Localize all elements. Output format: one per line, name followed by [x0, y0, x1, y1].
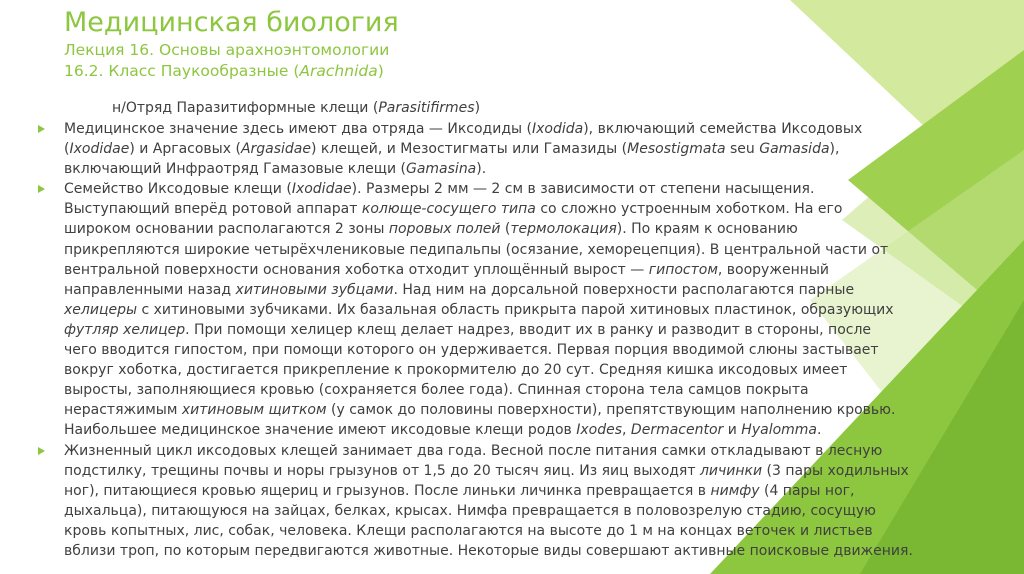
text-segment: вблизи троп, по которым передвигаются животные. Некоторые виды совершают активные поисковые движения.	[64, 542, 913, 559]
text-segment: Жизненный цикл иксодовых клещей занимает два года. Весной после питания самки откладывают в лесную	[64, 442, 883, 459]
text-segment: ). Размеры 2 мм — 2 см в зависимости от степени насыщения.	[351, 181, 815, 198]
text-line	[64, 139, 951, 159]
section-heading	[112, 98, 480, 118]
lecture-subtitle: Лекция 16. Основы арахноэнтомологии	[64, 41, 390, 59]
text-segment: (	[500, 221, 511, 238]
class-subtitle-prefix: 16.2. Класс Паукообразные (	[64, 62, 300, 80]
text-line	[64, 260, 951, 280]
text-segment: , вооруженный	[717, 261, 830, 278]
text-segment: дыхальца), питающуюся на зайцах, белках, крысах. Нимфа превращается в половозрелую стадию, сосущую	[64, 502, 876, 519]
text-segment: с хитиновыми зубчиками. Их базальная область прикрыта парой хитиновых пластинок, образующих	[137, 301, 894, 318]
italic-term: Mesostigmata	[627, 141, 726, 158]
text-line	[64, 119, 951, 139]
text-line	[64, 521, 951, 541]
bullet-item	[36, 179, 951, 440]
text-line	[64, 461, 951, 481]
text-segment: (у самок до половины поверхности), препятствующим наполнению кровью.	[326, 402, 896, 419]
italic-term: Ixodidae	[291, 181, 352, 198]
bullet-item	[36, 441, 951, 562]
text-segment: (3 пары ходильных	[762, 462, 909, 479]
text-line	[64, 360, 951, 380]
text-segment: seu	[725, 141, 760, 158]
text-segment: Наибольшее медицинское значение имеют иксодовые клещи родов	[64, 422, 577, 439]
triangle-right-icon	[38, 185, 45, 193]
italic-term: нимфу	[710, 482, 760, 499]
text-segment: прикрепляются широкие четырёхчлениковые педипальпы (осязание, хеморецепция). В центральной части от	[64, 241, 889, 258]
italic-term: Ixodes	[576, 422, 623, 439]
section-heading-suffix: )	[474, 100, 481, 116]
class-subtitle-latin: Arachnida	[299, 62, 378, 80]
text-segment: и	[723, 422, 742, 439]
text-line	[64, 240, 951, 260]
text-segment: чего вводится гипостом, при помощи которого он удерживается. Первая порция вводимой слюны застывает	[64, 342, 879, 359]
text-segment: ). По краям к основанию	[616, 221, 798, 238]
text-segment: выросты, заполняющиеся кровью (сохраняется более года). Спинная сторона тела самцов покрыта	[64, 382, 809, 399]
italic-term: хелицеры	[64, 301, 138, 318]
text-line	[64, 300, 951, 320]
class-subtitle	[64, 61, 824, 82]
class-subtitle-suffix: )	[377, 62, 384, 80]
section-heading-latin: Parasitifirmes	[378, 100, 475, 116]
italic-term: Argasidae	[240, 141, 311, 158]
italic-term: поровых полей	[388, 221, 501, 238]
text-line	[64, 320, 951, 340]
text-segment: Медицинское значение здесь имеют два отряда — Иксодиды (	[64, 121, 532, 137]
text-segment: (	[64, 141, 70, 158]
text-segment: ),	[829, 141, 840, 158]
italic-term: гипостом	[648, 261, 718, 278]
text-segment: подстилку, трещины почвы и норы грызунов от 1,5 до 20 тысяч яиц. Из яиц выходят	[64, 462, 700, 479]
italic-term: Hyalomma	[741, 422, 817, 439]
text-line	[64, 380, 951, 400]
text-segment: Семейство Иксодовые клещи (	[64, 181, 292, 198]
text-line	[64, 340, 951, 360]
italic-term: Ixodidae	[69, 141, 130, 158]
text-segment: ,	[622, 422, 631, 439]
text-segment: ног), питающиеся кровью ящериц и грызунов. После линьки личинка превращается в	[64, 482, 711, 499]
italic-term: личинки	[699, 462, 763, 479]
text-line	[64, 501, 951, 521]
text-segment: кровь копытных, лис, собак, человека. Клещи располагаются на высоте до 1 м на концах веточек и листьев	[64, 522, 873, 539]
italic-term: Gamasina	[405, 161, 477, 178]
text-segment: . При помощи хелицер клещ делает надрез, вводит их в ранку и разводит в стороны, после	[185, 321, 872, 338]
italic-term: Gamasida	[759, 141, 830, 158]
italic-term: термолокация	[510, 221, 617, 238]
text-segment: направленными назад	[64, 281, 236, 298]
triangle-right-icon	[38, 447, 45, 455]
text-segment: нерастяжимым	[64, 402, 182, 419]
text-line	[64, 219, 951, 239]
text-line	[64, 280, 951, 300]
italic-term: футляр хелицер	[64, 321, 186, 338]
text-line	[64, 159, 951, 179]
text-line	[64, 199, 951, 219]
text-segment: включающий Инфраотряд Гамазовые клещи (	[64, 161, 406, 178]
text-segment: со сложно устроенным хоботком. На его	[535, 201, 843, 218]
italic-term: колюще-сосущего типа	[361, 201, 536, 218]
text-segment: ) и Аргасовых (	[129, 141, 241, 158]
text-line	[64, 441, 951, 461]
text-segment: ), включающий семейства Иксодовых	[583, 121, 863, 137]
slide-title-block	[64, 6, 824, 82]
bullet-list	[36, 119, 951, 561]
italic-term: Ixodida	[531, 121, 584, 137]
text-segment: вентральной поверхности основания хоботка отходит уплощённый вырост —	[64, 261, 649, 278]
text-line	[64, 541, 951, 561]
text-segment: ).	[476, 161, 487, 178]
text-segment: .	[817, 422, 822, 439]
text-segment: Выступающий вперёд ротовой аппарат	[64, 201, 362, 218]
section-heading-prefix: н/Отряд Паразитиформные клещи (	[112, 100, 379, 116]
bullet-item	[36, 119, 951, 179]
triangle-right-icon	[38, 125, 45, 133]
text-line	[64, 481, 951, 501]
text-segment: (4 пары ног,	[759, 482, 855, 499]
text-line	[64, 400, 951, 420]
slide-title: Медицинская биология	[64, 7, 399, 38]
text-segment: ) клещей, и Мезостигматы или Гамазиды (	[311, 141, 628, 158]
text-segment: широком основании располагаются 2 зоны	[64, 221, 389, 238]
italic-term: хитиновым щитком	[181, 402, 327, 419]
text-line	[64, 179, 951, 199]
italic-term: Dermacentor	[630, 422, 724, 439]
text-line	[64, 420, 951, 440]
text-segment: . Над ним на дорсальной поверхности располагаются парные	[393, 281, 855, 298]
italic-term: хитиновыми зубцами	[235, 281, 394, 298]
text-segment: вокруг хоботка, достигается прикрепление к прокормителю до 20 сут. Средняя кишка иксодовых имеет	[64, 362, 848, 379]
